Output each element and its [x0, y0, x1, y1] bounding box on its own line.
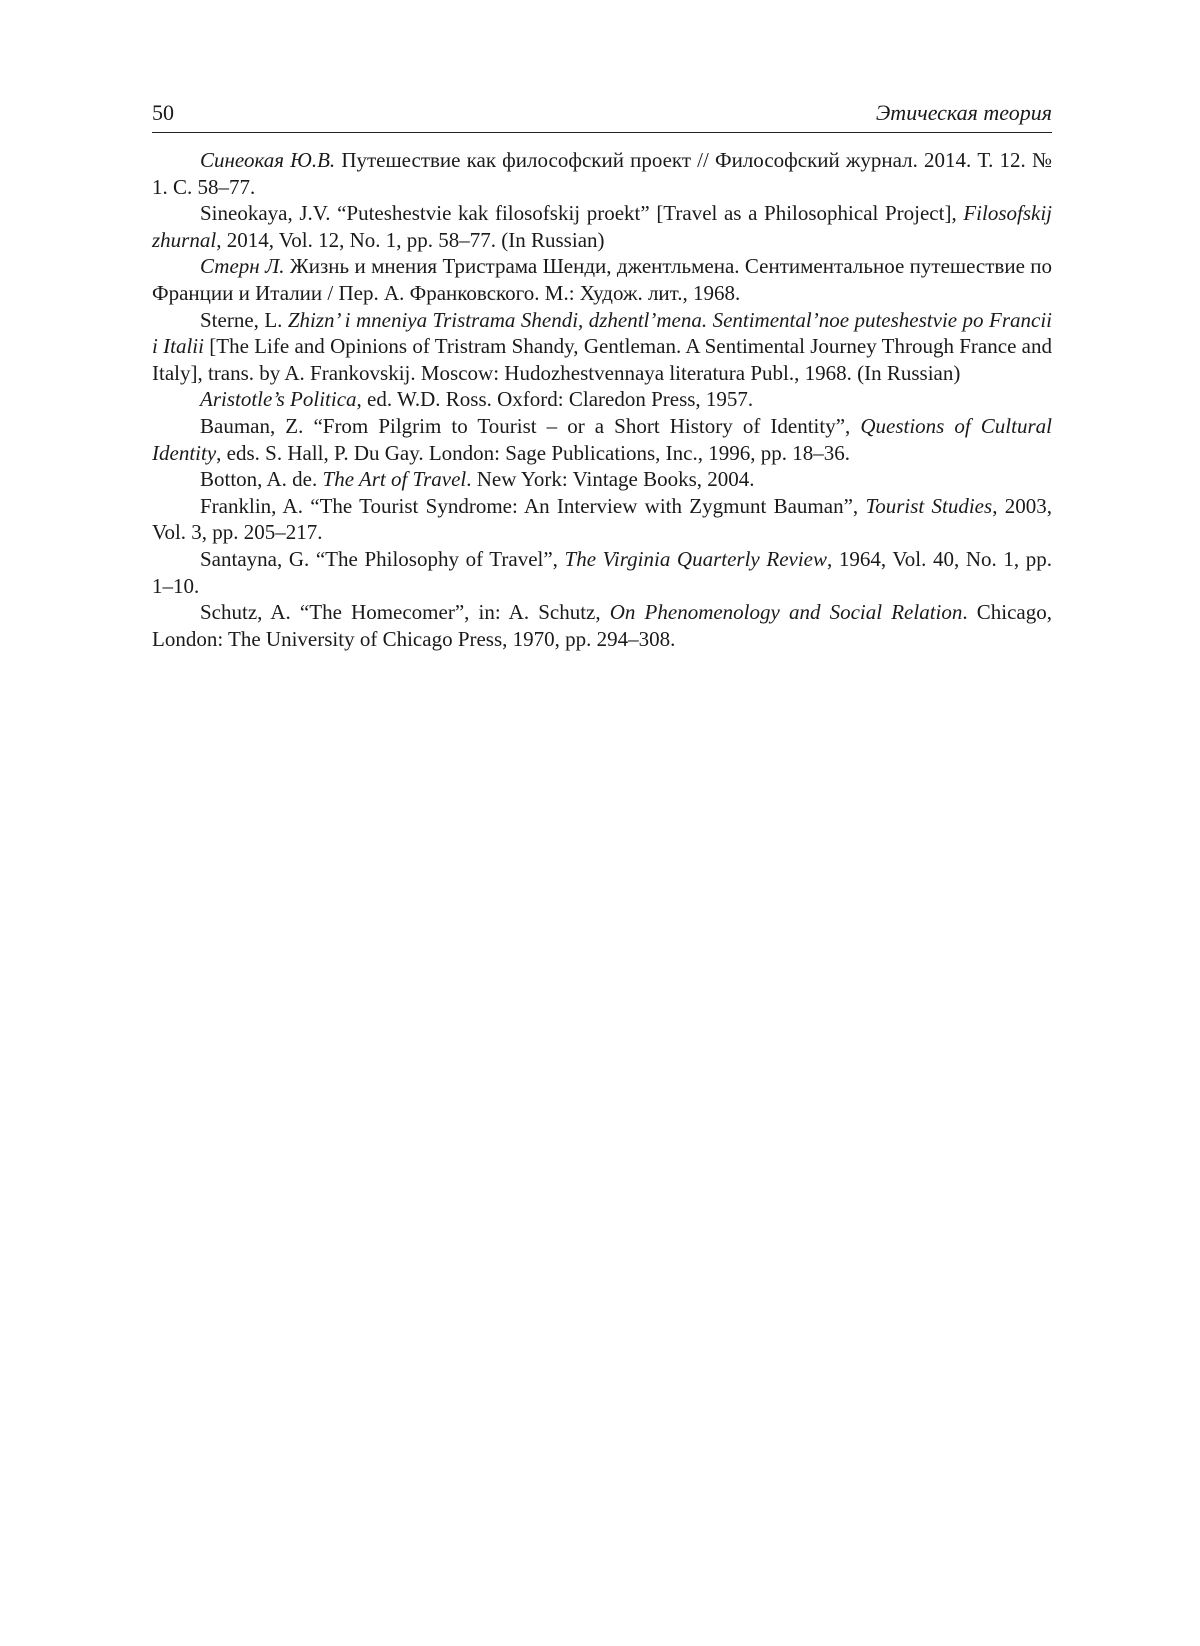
reference-text: Sineokaya, J.V. “Puteshestvie kak filosofskij proekt” [Travel as a Philosophical Project],	[200, 201, 964, 226]
reference-text: Franklin, A. “The Tourist Syndrome: An Interview with Zygmunt Bauman”,	[200, 493, 866, 518]
reference-text: , eds. S. Hall, P. Du Gay. London: Sage Publications, Inc., 1996, pp. 18–36.	[216, 440, 850, 465]
reference-entry	[152, 413, 1052, 466]
reference-text: . Chicago, London: The University of Chicago Press, 1970, pp. 294–308.	[152, 600, 1052, 651]
reference-entry	[152, 493, 1052, 546]
reference-text: Santayna, G. “The Philosophy of Travel”,	[200, 546, 565, 571]
reference-title-italic: The Art of Travel	[322, 467, 467, 492]
reference-list	[152, 147, 1052, 652]
running-header	[152, 100, 1052, 133]
reference-entry	[152, 307, 1052, 387]
reference-text: Botton, A. de.	[200, 467, 323, 492]
reference-text: . New York: Vintage Books, 2004.	[466, 467, 755, 492]
reference-text: Sterne, L.	[200, 307, 288, 332]
reference-entry	[152, 466, 1052, 493]
reference-title-italic: Zhizn’ i mneniya Tristrama Shendi, dzhentl’mena. Sentimental’noe puteshestvie po Francii i Italii	[152, 307, 1052, 359]
reference-text: Жизнь и мнения Тристрама Шенди, джентльмена. Сентиментальное путешествие по Франции и Италии / Пер. А. Франковского. М.: Худож. лит., 1968.	[152, 254, 1052, 305]
reference-title-italic: Синеокая Ю.В.	[200, 148, 336, 172]
reference-title-italic: The Virginia Quarterly Review	[564, 546, 827, 571]
reference-text: , 2003, Vol. 3, pp. 205–217.	[152, 493, 1052, 545]
reference-title-italic: Tourist Studies	[865, 493, 993, 518]
reference-title-italic: On Phenomenology and Social Relation	[609, 600, 963, 625]
page	[152, 100, 1052, 652]
reference-text: , 2014, Vol. 12, No. 1, pp. 58–77. (In Russian)	[216, 227, 605, 252]
reference-entry	[152, 599, 1052, 652]
reference-text: Путешествие как философский проект // Философский журнал. 2014. Т. 12. № 1. С. 58–77.	[152, 148, 1052, 199]
reference-title-italic: Questions of Cultural Identity	[152, 413, 1052, 465]
reference-entry	[152, 386, 1052, 413]
reference-title-italic: Стерн Л.	[200, 254, 285, 279]
reference-text: [The Life and Opinions of Tristram Shandy, Gentleman. A Sentimental Journey Through France and Italy], trans. by A. Frankovskij. Moscow: Hudozhestvennaya literatura Publ., 1968. (In Russian)	[152, 334, 1052, 385]
reference-title-italic: Aristotle’s Politica	[200, 387, 357, 412]
reference-text: Bauman, Z. “From Pilgrim to Tourist – or a Short History of Identity”,	[200, 413, 861, 438]
reference-text: , ed. W.D. Ross. Oxford: Claredon Press, 1957.	[356, 387, 754, 412]
reference-entry	[152, 253, 1052, 306]
reference-entry	[152, 147, 1052, 200]
section-title: Этическая теория	[875, 100, 1052, 125]
reference-entry	[152, 200, 1052, 253]
reference-title-italic: Filosofskij zhurnal	[152, 201, 1052, 252]
reference-text: , 1964, Vol. 40, No. 1, pp. 1–10.	[152, 546, 1052, 598]
reference-text: Schutz, A. “The Homecomer”, in: A. Schutz,	[200, 600, 610, 625]
reference-entry	[152, 546, 1052, 599]
page-number: 50	[152, 100, 174, 125]
